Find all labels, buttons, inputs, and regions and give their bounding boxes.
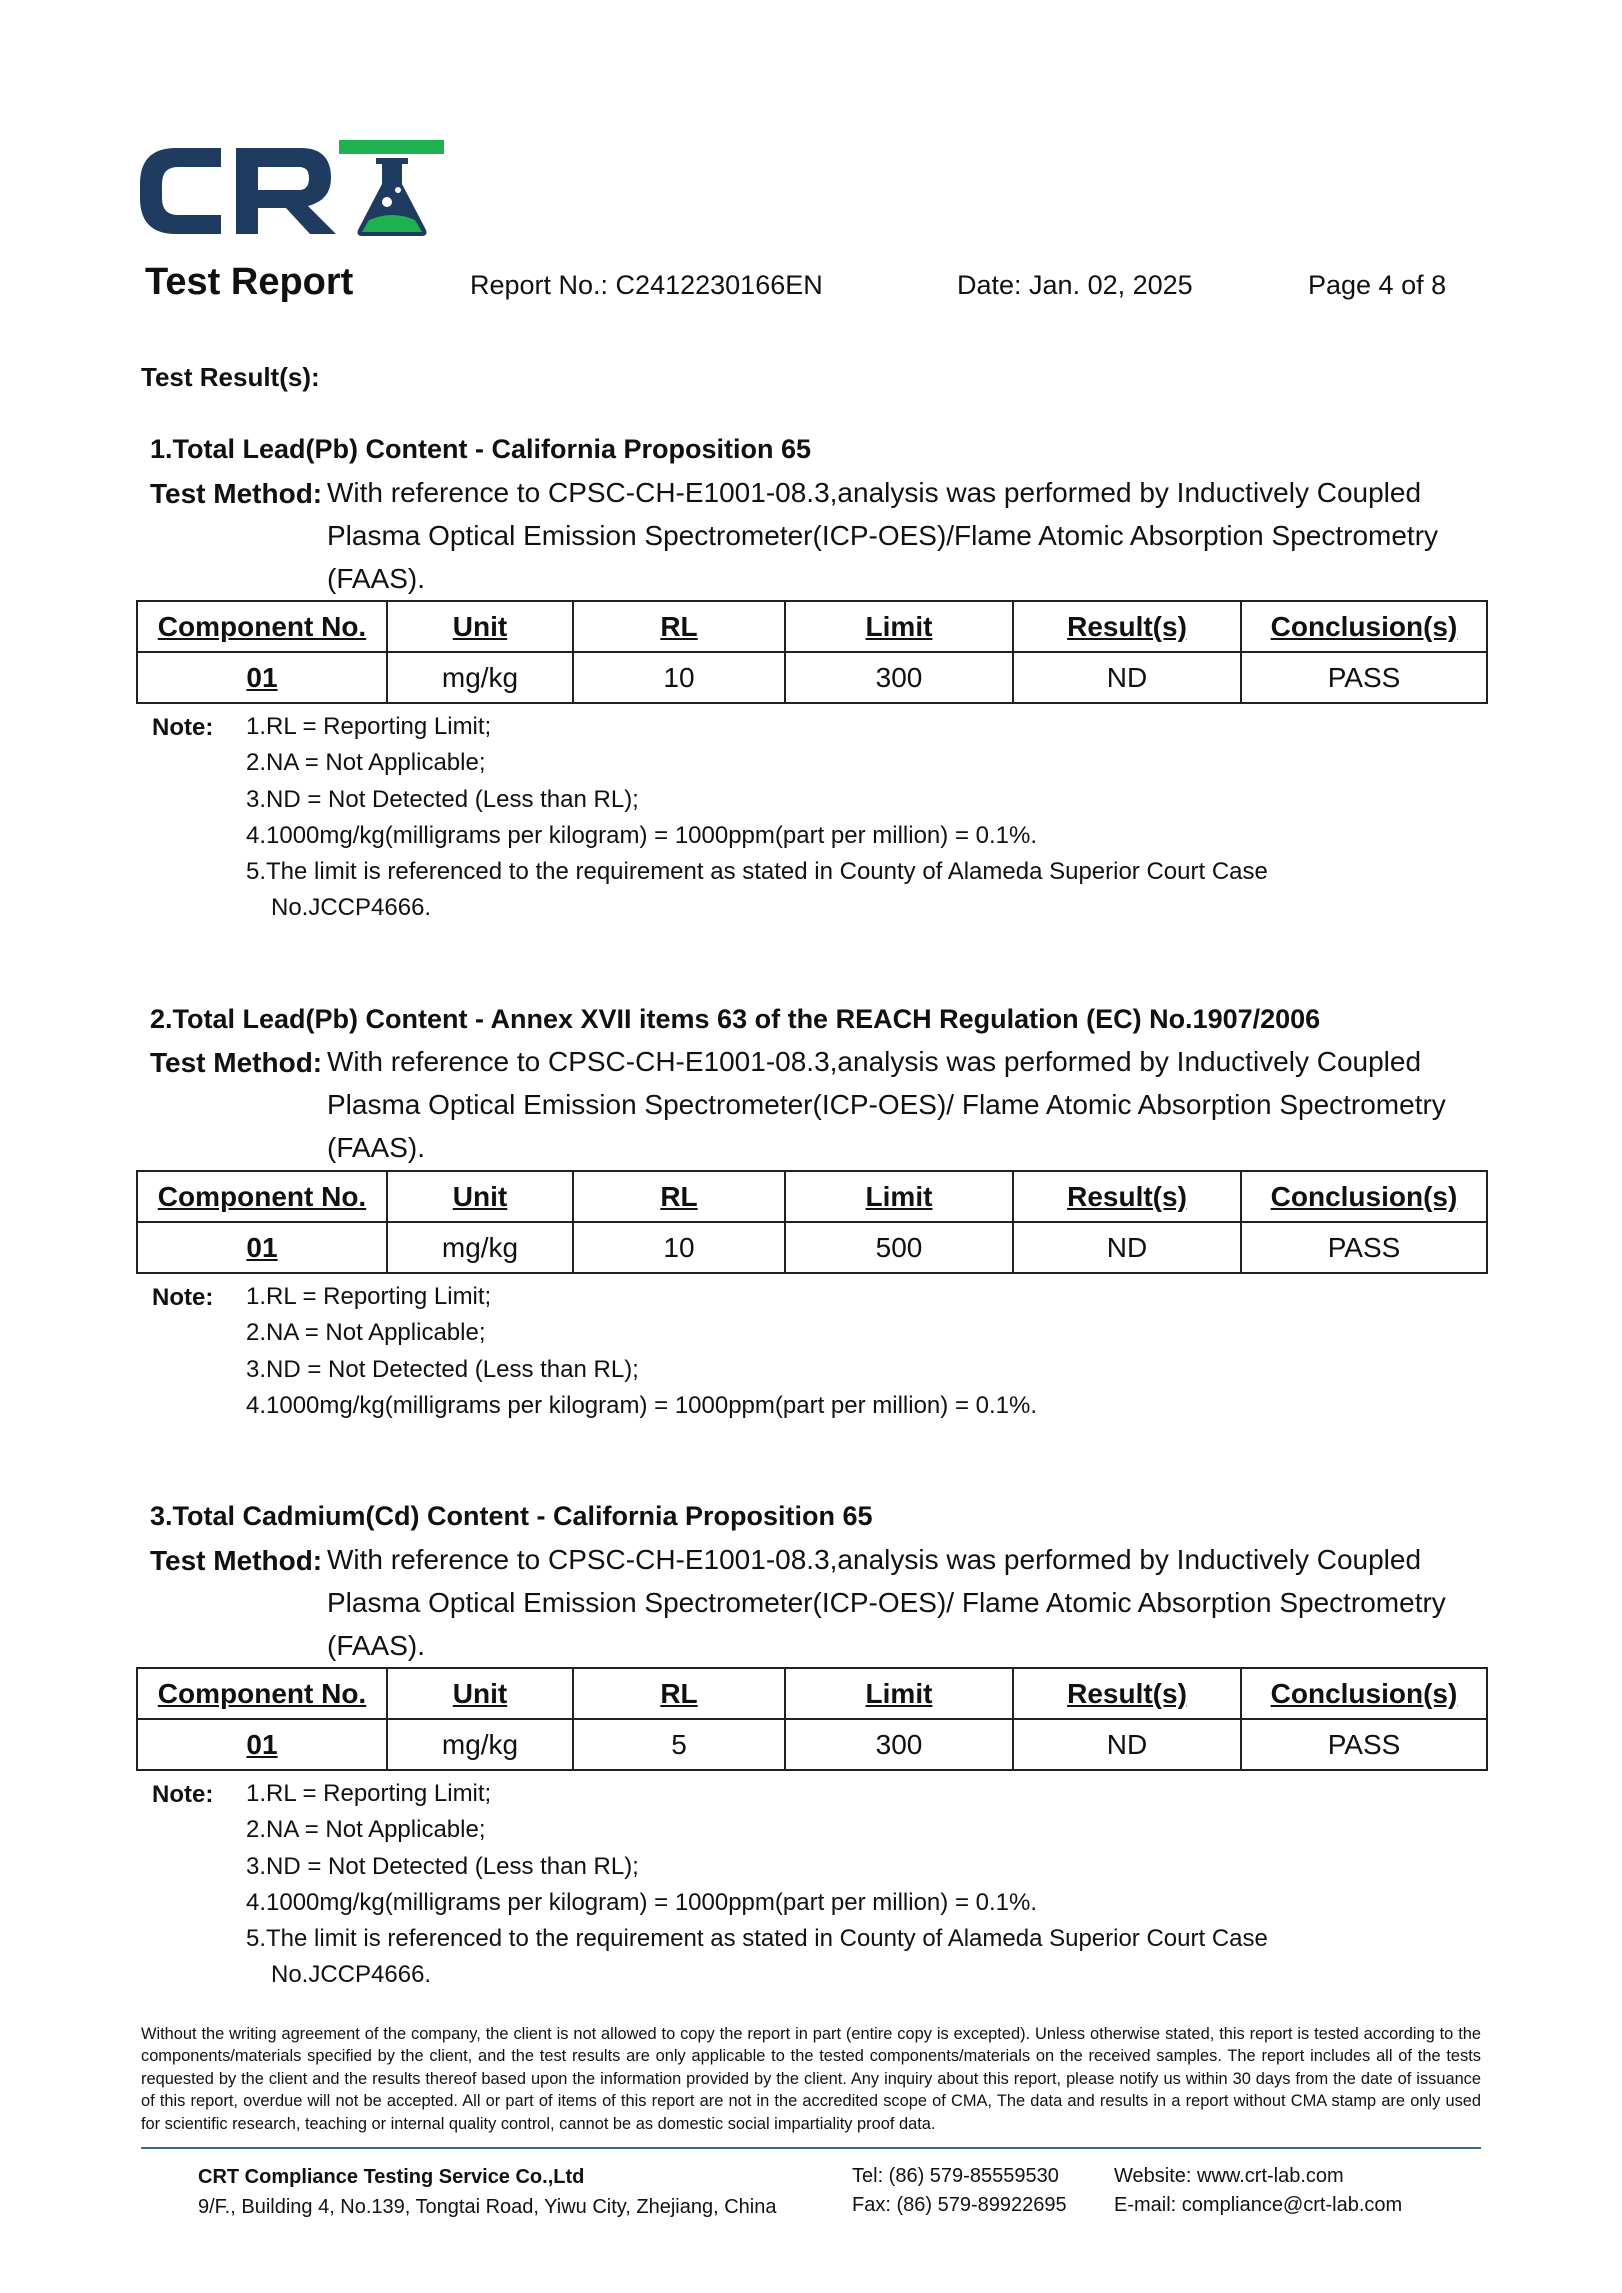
- note-item: 4.1000mg/kg(milligrams per kilogram) = 1000ppm(part per million) = 0.1%.: [246, 1888, 1037, 1916]
- rl-cell: 10: [573, 1222, 785, 1273]
- header-results: Result(s): [1013, 601, 1241, 652]
- footer-email: E-mail: compliance@crt-lab.com: [1114, 2194, 1403, 2216]
- note-item: 1.RL = Reporting Limit;: [246, 713, 492, 740]
- section-2-method-text: With reference to CPSC-CH-E1001-08.3,analysis was performed by Inductively Coupled Plasma Optical Emission Spectrometer(ICP-OES)/ Flame Atomic Absorption Spectrometry (FAAS).: [327, 1046, 1446, 1163]
- header-rl: RL: [573, 1668, 785, 1719]
- unit-cell: mg/kg: [387, 652, 573, 703]
- footer-divider: [141, 2147, 1481, 2149]
- page-number: Page 4 of 8: [1308, 270, 1447, 300]
- conclusion-cell: PASS: [1241, 1719, 1487, 1770]
- result-cell: ND: [1013, 652, 1241, 703]
- note-item: 5.The limit is referenced to the requirement as stated in County of Alameda Superior Court Case: [246, 1925, 1268, 1953]
- note-item: 3.ND = Not Detected (Less than RL);: [246, 1852, 639, 1880]
- footer-website: Website: www.crt-lab.com: [1114, 2165, 1344, 2187]
- conclusion-cell: PASS: [1241, 652, 1487, 703]
- table-header-row: [137, 1171, 1487, 1222]
- table-row: [137, 1719, 1487, 1770]
- rl-cell: 10: [573, 652, 785, 703]
- section-3-notes: [246, 1776, 1396, 1994]
- section-3-result-table: [136, 1667, 1488, 1771]
- section-3-method-text: With reference to CPSC-CH-E1001-08.3,analysis was performed by Inductively Coupled Plasma Optical Emission Spectrometer(ICP-OES)/ Flame Atomic Absorption Spectrometry (FAAS).: [327, 1544, 1446, 1661]
- limit-cell: 300: [785, 652, 1013, 703]
- table-row: [137, 1222, 1487, 1273]
- header-unit: Unit: [387, 601, 573, 652]
- footer-company: CRT Compliance Testing Service Co.,Ltd: [198, 2166, 585, 2188]
- header-limit: Limit: [785, 1668, 1013, 1719]
- section-2-method-label: Test Method:: [150, 1047, 323, 1078]
- header-results: Result(s): [1013, 1171, 1241, 1222]
- component-no: 01: [137, 652, 387, 703]
- section-3-method-label: Test Method:: [150, 1545, 323, 1576]
- note-item: No.JCCP4666.: [271, 1961, 432, 1989]
- section-1-method-text: With reference to CPSC-CH-E1001-08.3,analysis was performed by Inductively Coupled Plasma Optical Emission Spectrometer(ICP-OES)/Flame Atomic Absorption Spectrometry (FAAS).: [327, 477, 1439, 594]
- note-item: 2.NA = Not Applicable;: [246, 1816, 486, 1844]
- header-component-no: Component No.: [137, 1171, 387, 1222]
- component-no: 01: [137, 1222, 387, 1273]
- section-1-result-table: [136, 600, 1488, 704]
- header-conclusions: Conclusion(s): [1241, 1668, 1487, 1719]
- footer-tel: Tel: (86) 579-85559530: [852, 2165, 1059, 2187]
- limit-cell: 500: [785, 1222, 1013, 1273]
- rl-cell: 5: [573, 1719, 785, 1770]
- header-rl: RL: [573, 601, 785, 652]
- section-1-title: 1.Total Lead(Pb) Content - California Proposition 65: [150, 434, 812, 464]
- report-title: Test Report: [145, 261, 354, 303]
- section-2-notes: [246, 1279, 1396, 1424]
- section-3-note-label: Note:: [152, 1781, 214, 1808]
- report-number: Report No.: C2412230166EN: [470, 270, 823, 300]
- crt-logo: [136, 140, 446, 242]
- note-item: 2.NA = Not Applicable;: [246, 1319, 486, 1347]
- header-component-no: Component No.: [137, 1668, 387, 1719]
- conclusion-cell: PASS: [1241, 1222, 1487, 1273]
- header-rl: RL: [573, 1171, 785, 1222]
- note-item: 4.1000mg/kg(milligrams per kilogram) = 1000ppm(part per million) = 0.1%.: [246, 1391, 1037, 1419]
- unit-cell: mg/kg: [387, 1222, 573, 1273]
- section-1-note-label: Note:: [152, 714, 214, 741]
- results-heading: Test Result(s):: [141, 362, 320, 392]
- header-results: Result(s): [1013, 1668, 1241, 1719]
- note-item: 3.ND = Not Detected (Less than RL);: [246, 1355, 639, 1383]
- note-item: 5.The limit is referenced to the requirement as stated in County of Alameda Superior Court Case: [246, 858, 1268, 886]
- disclaimer-text: Without the writing agreement of the company, the client is not allowed to copy the report in part (entire copy is excepted). Unless otherwise stated, this report is tested according to the components/materials specified by the client, and the test results are only applicable to the tested components/materials on the received samples. The report includes all of the tests requested by the client and the results thereof based upon the information provided by the client. Any inquiry about this report, please notify us within 30 days from the date of issuance of this report, overdue will not be accepted. All or part of items of this report are not in the accredited scope of CMA, The data and results in a report without CMA stamp are only used for scientific research, teaching or internal quality control, cannot be as domestic social impartiality proof data.: [141, 2025, 1481, 2133]
- header-component-no: Component No.: [137, 601, 387, 652]
- section-2-note-label: Note:: [152, 1284, 214, 1311]
- component-no: 01: [137, 1719, 387, 1770]
- report-date: Date: Jan. 02, 2025: [957, 270, 1193, 300]
- section-3-title: 3.Total Cadmium(Cd) Content - California Proposition 65: [150, 1501, 873, 1531]
- note-item: 2.NA = Not Applicable;: [246, 749, 486, 777]
- note-item: 3.ND = Not Detected (Less than RL);: [246, 785, 639, 813]
- unit-cell: mg/kg: [387, 1719, 573, 1770]
- table-header-row: [137, 601, 1487, 652]
- table-row: [137, 652, 1487, 703]
- table-header-row: [137, 1668, 1487, 1719]
- result-cell: ND: [1013, 1222, 1241, 1273]
- limit-cell: 300: [785, 1719, 1013, 1770]
- note-item: 4.1000mg/kg(milligrams per kilogram) = 1000ppm(part per million) = 0.1%.: [246, 821, 1037, 849]
- section-1-method-label: Test Method:: [150, 478, 323, 509]
- footer-fax: Fax: (86) 579-89922695: [852, 2194, 1067, 2216]
- result-cell: ND: [1013, 1719, 1241, 1770]
- header-unit: Unit: [387, 1171, 573, 1222]
- section-1-notes: [246, 709, 1396, 927]
- section-2-title: 2.Total Lead(Pb) Content - Annex XVII items 63 of the REACH Regulation (EC) No.1907/2006: [150, 1004, 1321, 1034]
- header-conclusions: Conclusion(s): [1241, 1171, 1487, 1222]
- footer-address: 9/F., Building 4, No.139, Tongtai Road, Yiwu City, Zhejiang, China: [198, 2196, 777, 2218]
- note-item: No.JCCP4666.: [271, 894, 432, 922]
- header-limit: Limit: [785, 601, 1013, 652]
- section-2-result-table: [136, 1170, 1488, 1274]
- note-item: 1.RL = Reporting Limit;: [246, 1283, 492, 1310]
- header-limit: Limit: [785, 1171, 1013, 1222]
- note-item: 1.RL = Reporting Limit;: [246, 1780, 492, 1807]
- header-conclusions: Conclusion(s): [1241, 601, 1487, 652]
- header-unit: Unit: [387, 1668, 573, 1719]
